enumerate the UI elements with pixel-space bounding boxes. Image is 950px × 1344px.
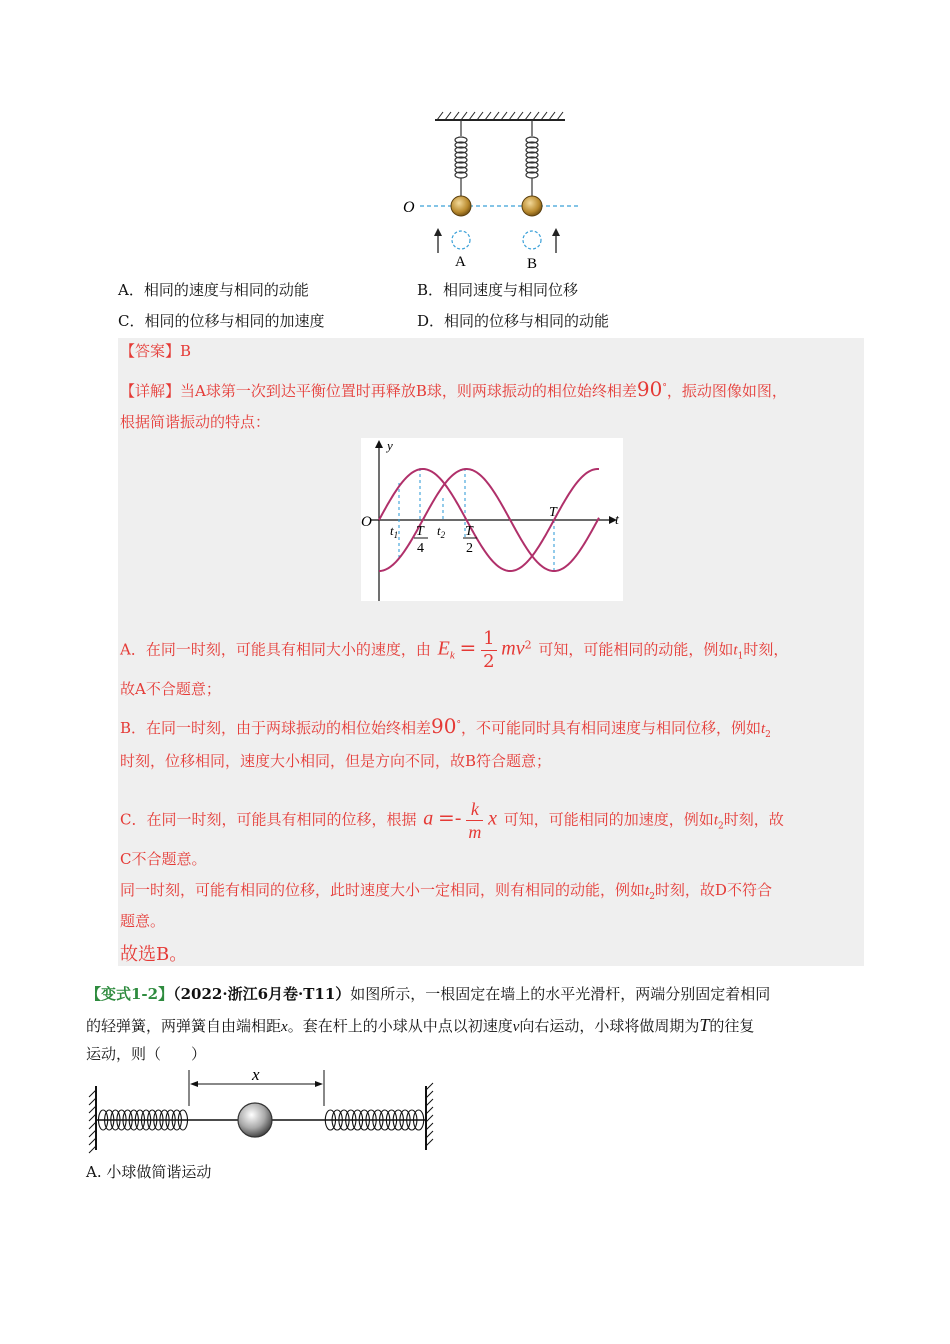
analysis-d-line-1: 同一时刻，可能有相同的位移，此时速度大小一定相同，则有相同的动能，例如$t_2$时刻，故D不符合 bbox=[120, 881, 772, 902]
analysis-a-line-2: 故A不合题意； bbox=[120, 680, 221, 698]
analysis-c-line-1: C．在同一时刻，可能具有相同的位移，根据 a =- $\frac{k}{m}$ x 可知，可能相同的加速度，例如$t_2$时刻，故 bbox=[120, 799, 784, 842]
svg-text:2: 2 bbox=[466, 541, 473, 556]
option-a: A．相同的速度与相同的动能 bbox=[118, 281, 309, 299]
label-b: B bbox=[527, 256, 538, 272]
distance-label: x bbox=[252, 1068, 260, 1084]
svg-text:4: 4 bbox=[417, 541, 424, 556]
analysis-a-line-1: A．在同一时刻，可能具有相同大小的速度，由 $E_k$ = $\frac{1}{2}$ $mv^2$ 可知，可能相同的动能，例如$t_1$时刻， bbox=[120, 628, 789, 672]
acceleration-formula: a =- $\frac{k}{m}$ x bbox=[423, 799, 498, 842]
origin-label: O bbox=[403, 199, 415, 216]
t-axis-label: t bbox=[615, 513, 619, 528]
spring-ball-figure bbox=[395, 108, 595, 273]
detail-label: 【详解】 bbox=[120, 382, 181, 400]
analysis-d-line-2: 题意。 bbox=[120, 912, 166, 930]
variant-line-1: 【变式1-2】（2022·浙江6月卷·T11）如图所示，一根固定在墙上的水平光滑杆，两端分别固定着相同 bbox=[86, 985, 771, 1003]
t-half-label bbox=[463, 524, 477, 556]
analysis-b-line-2: 时刻，位移相同，速度大小相同，但是方向不同，故B符合题意； bbox=[120, 752, 552, 770]
variant-line-2: 的轻弹簧，两弹簧自由端相距x。套在杆上的小球从中点以初速度v向右运动，小球将做周期为T的往复 bbox=[86, 1015, 755, 1035]
answer-label: 【答案】 bbox=[120, 342, 181, 360]
svg-text:T: T bbox=[465, 524, 473, 539]
option-d: D．相同的位移与相同的动能 bbox=[417, 312, 610, 330]
ball bbox=[238, 1103, 272, 1137]
vibration-graph bbox=[361, 438, 623, 601]
t-quarter-label bbox=[414, 524, 428, 556]
ball-a bbox=[451, 196, 471, 216]
conclusion: 故选B。 bbox=[120, 944, 188, 965]
variant-line-3: 运动，则（ ） bbox=[86, 1045, 207, 1063]
t1-label: $t_1$ bbox=[390, 523, 399, 540]
t-period-label: T bbox=[549, 505, 557, 520]
answer-value: B bbox=[180, 342, 192, 360]
kinetic-energy-formula: $E_k$ = $\frac{1}{2}$ $mv^2$ bbox=[437, 628, 532, 672]
svg-text:T: T bbox=[416, 524, 424, 539]
up-arrow-icon bbox=[552, 228, 560, 253]
y-axis-label: y bbox=[387, 438, 393, 453]
right-spring bbox=[526, 120, 538, 196]
variant-label: 【变式1-2】 bbox=[86, 985, 174, 1003]
origin-label: O bbox=[361, 514, 372, 530]
analysis-c-line-2: C不合题意。 bbox=[120, 850, 207, 868]
option-c: C．相同的位移与相同的加速度 bbox=[118, 312, 325, 330]
left-spring bbox=[455, 120, 467, 196]
variant-source: （2022·浙江6月卷·T11） bbox=[173, 985, 351, 1003]
answer-line bbox=[120, 341, 191, 361]
up-arrow-icon bbox=[434, 228, 442, 253]
t2-label: $t_2$ bbox=[437, 523, 446, 540]
detail-line-1: 【详解】当A球第一次到达平衡位置时再释放B球，则两球振动的相位始终相差90°，振动图像如图， bbox=[120, 377, 787, 401]
horizontal-spring-figure bbox=[86, 1068, 436, 1160]
ball-b bbox=[522, 196, 542, 216]
option-b: B．相同速度与相同位移 bbox=[417, 281, 579, 299]
variant-option-a: A. 小球做简谐运动 bbox=[86, 1163, 212, 1181]
analysis-b-line-1: B．在同一时刻，由于两球振动的相位始终相差90°，不可能同时具有相同速度与相同位移，例如$t_2$ bbox=[120, 714, 771, 740]
detail-line-2: 根据简谐振动的特点： bbox=[120, 413, 271, 431]
label-a: A bbox=[455, 254, 466, 270]
